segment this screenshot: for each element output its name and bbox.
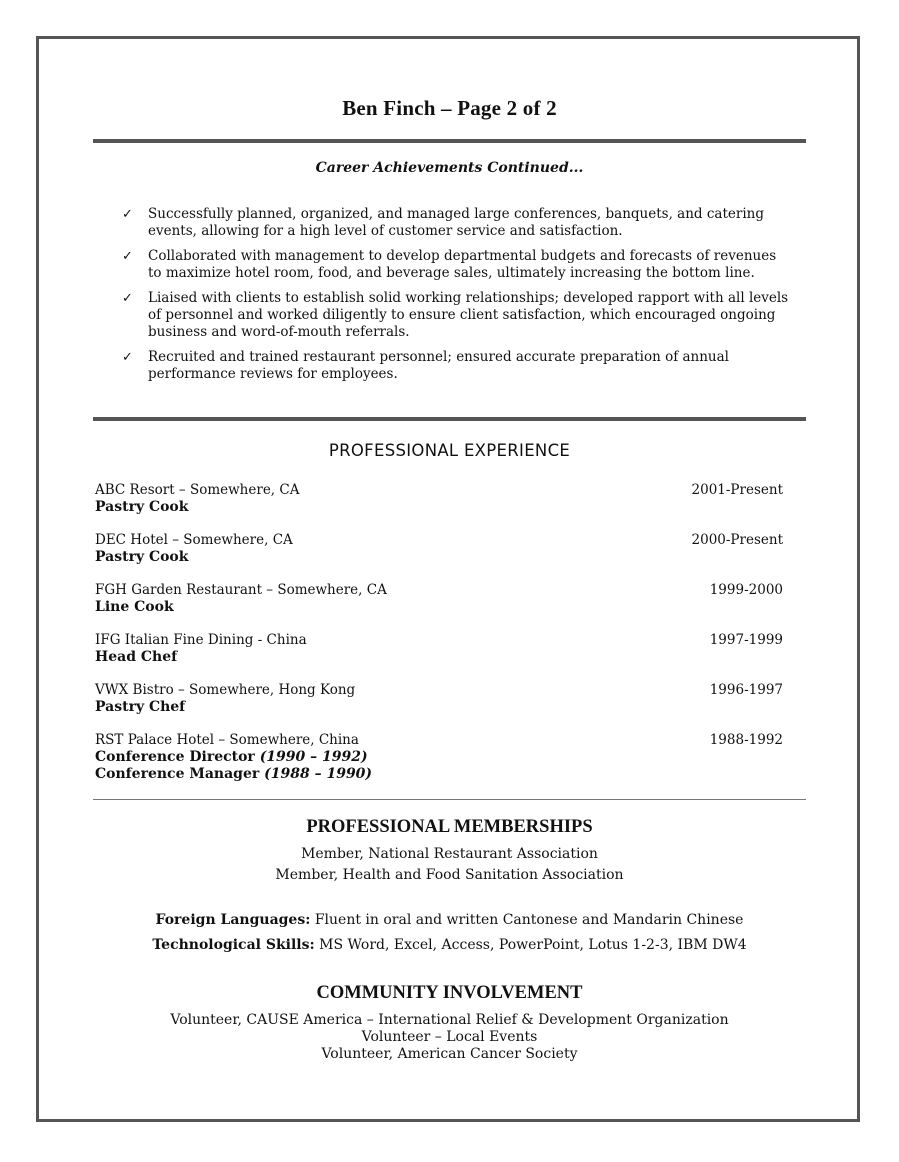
tech-skills-label: Technological Skills: [152,937,315,953]
experience-heading: PROFESSIONAL EXPERIENCE [328,441,571,460]
job-entry [95,582,783,616]
dates: 2001-Present [691,482,783,498]
job-entry [95,632,783,666]
job-entry [95,482,783,516]
page-title: Ben Finch – Page 2 of 2 [342,96,557,120]
job-role: Line Cook [95,599,174,615]
divider [93,417,806,421]
community-item: Volunteer, CAUSE America – International Relief & Development Organization [170,1012,729,1028]
tech-skills-value: MS Word, Excel, Access, PowerPoint, Lotus 1-2-3, IBM DW4 [314,937,747,953]
divider [93,799,806,800]
check-icon: ✓ [122,350,133,365]
achievements-list [122,206,792,391]
employer: IFG Italian Fine Dining - China [95,632,307,648]
check-icon: ✓ [122,249,133,264]
languages-line [0,912,899,928]
check-icon: ✓ [122,207,133,222]
job-entry [95,732,783,783]
job-entry [95,532,783,566]
list-item: ✓ Liaised with clients to establish solid working relationships; developed rapport with all levels of personnel and worked diligently to ensure client satisfaction, which encouraged ongoing business and word-of-mouth referrals. [122,290,789,340]
employer: RST Palace Hotel – Somewhere, China [95,732,359,748]
community-item: Volunteer – Local Events [361,1029,538,1045]
divider [93,139,806,143]
dates: 2000-Present [691,532,783,548]
community-item: Volunteer, American Cancer Society [321,1046,578,1062]
page-frame [36,36,860,1122]
job-role: Pastry Cook [95,499,189,515]
job-role: Conference Manager (1988 – 1990) [95,766,373,782]
job-role: Pastry Cook [95,549,189,565]
languages-label: Foreign Languages: [155,912,311,928]
employer: VWX Bistro – Somewhere, Hong Kong [95,682,356,698]
list-item: ✓ Recruited and trained restaurant personnel; ensured accurate preparation of annual performance reviews for employees. [122,349,729,382]
job-role: Conference Director (1990 – 1992) [95,749,368,765]
list-item: ✓ Successfully planned, organized, and managed large conferences, banquets, and catering events, allowing for a high level of customer service and satisfaction. [122,206,764,239]
employer: FGH Garden Restaurant – Somewhere, CA [95,582,387,598]
list-item: ✓ Collaborated with management to develop departmental budgets and forecasts of revenues to maximize hotel room, food, and beverage sales, ultimately increasing the bottom line. [122,248,777,281]
memberships-heading: PROFESSIONAL MEMBERSHIPS [306,817,593,837]
check-icon: ✓ [122,291,133,306]
languages-value: Fluent in oral and written Cantonese and Mandarin Chinese [310,912,744,928]
job-role: Pastry Chef [95,699,186,715]
dates: 1999-2000 [709,582,783,598]
tech-skills-line [0,937,899,953]
dates: 1997-1999 [709,632,783,648]
dates: 1996-1997 [709,682,783,698]
employer: ABC Resort – Somewhere, CA [95,482,300,498]
job-role: Head Chef [95,649,178,665]
membership-item: Member, National Restaurant Association [301,846,598,862]
community-heading: COMMUNITY INVOLVEMENT [316,983,583,1003]
job-entry [95,682,783,716]
dates: 1988-1992 [709,732,783,748]
membership-item: Member, Health and Food Sanitation Association [275,867,624,883]
achievements-heading: Career Achievements Continued... [315,160,584,176]
employer: DEC Hotel – Somewhere, CA [95,532,293,548]
